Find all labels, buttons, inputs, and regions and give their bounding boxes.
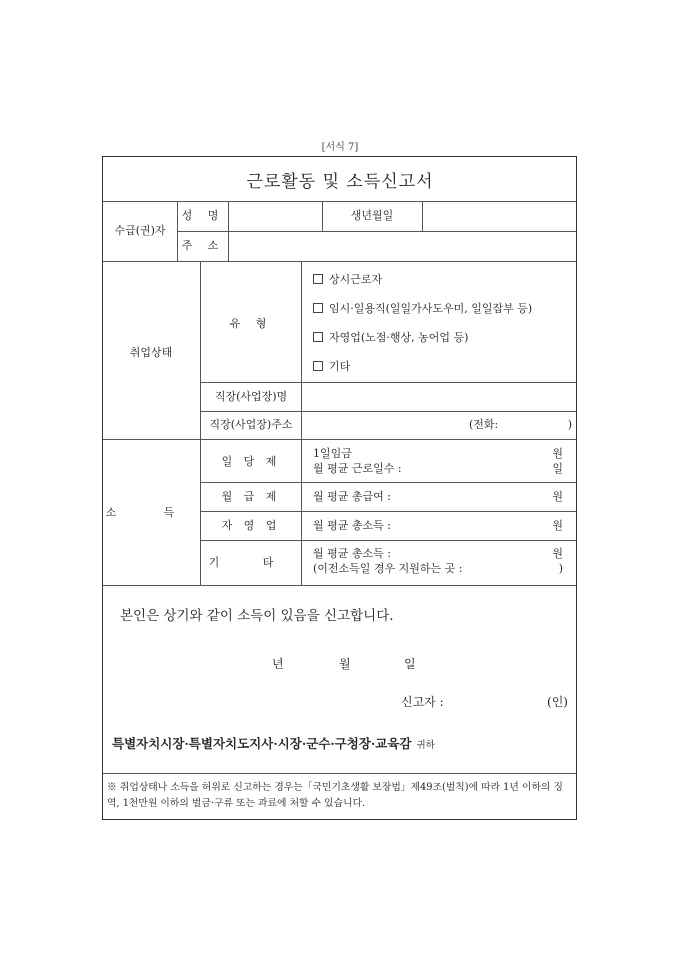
year-label: 년	[272, 657, 284, 671]
declaration-statement: 본인은 상기와 같이 소득이 있음을 신고합니다.	[120, 608, 394, 624]
employment-type-label: 유 형	[229, 317, 273, 330]
checkbox-icon[interactable]	[313, 332, 323, 342]
daily-wage-unit: 원	[552, 447, 563, 460]
divider	[200, 482, 576, 483]
divider	[200, 382, 576, 383]
divider	[177, 231, 576, 232]
form-number-label: [서식 7]	[321, 142, 359, 153]
divider	[103, 261, 576, 262]
form-title: 근로활동 및 소득신고서	[246, 172, 434, 192]
recipient-honorific: 귀하	[416, 740, 435, 751]
option-regular-worker[interactable]: 상시근로자	[313, 273, 382, 287]
checkbox-icon[interactable]	[313, 303, 323, 313]
option-self-employed[interactable]: 자영업(노점·행상, 농어업 등)	[313, 331, 468, 345]
divider	[422, 201, 423, 231]
income-label: 소 득	[105, 506, 197, 519]
divider	[200, 511, 576, 512]
self-employed-label: 자 영 업	[221, 519, 281, 532]
address-label: 주 소	[181, 239, 225, 252]
option-temporary-worker[interactable]: 임시·일용직(일일가사도우미, 일일잡부 등)	[313, 302, 532, 316]
divider	[322, 201, 323, 231]
day-label: 일	[404, 657, 416, 671]
workplace-address-label: 직장(사업장)주소	[209, 418, 293, 431]
seal-label: (인)	[547, 695, 568, 709]
other-income-label: 기 타	[208, 556, 294, 569]
other-income-unit: 원	[552, 547, 563, 560]
divider	[103, 201, 576, 202]
divider	[200, 411, 576, 412]
self-employed-text: 월 평균 총소득 :	[313, 519, 391, 532]
divider	[200, 540, 576, 541]
monthly-salary-unit: 원	[552, 490, 563, 503]
recipient-label: 수급(권)자	[114, 224, 166, 237]
divider	[103, 439, 576, 440]
other-income-text: 월 평균 총소득 :	[313, 547, 391, 560]
option-other[interactable]: 기타	[313, 360, 350, 374]
report-form	[102, 156, 577, 820]
transfer-source-text: (이전소득일 경우 지원하는 곳 :	[313, 562, 463, 575]
checkbox-icon[interactable]	[313, 361, 323, 371]
phone-close: )	[567, 418, 572, 431]
checkbox-icon[interactable]	[313, 274, 323, 284]
month-label: 월	[339, 657, 351, 671]
divider	[228, 201, 229, 261]
monthly-salary-text: 월 평균 총급여 :	[313, 490, 391, 503]
footnote: ※ 취업상태나 소득을 허위로 신고하는 경우는「국민기초생활 보장법」제49조(벌칙)에 따라 1년 이하의 징역, 1천만원 이하의 벌금·구류 또는 과료에 처할 수 있습니다.	[107, 782, 563, 809]
divider	[200, 261, 201, 585]
monthly-salary-label: 월 급 제	[221, 490, 281, 503]
self-employed-unit: 원	[552, 519, 563, 532]
phone-label: (전화:	[469, 418, 499, 431]
work-days-text: 월 평균 근로일수 :	[313, 462, 402, 475]
transfer-source-close: )	[558, 562, 563, 575]
daily-wage-text: 1일임금	[313, 447, 352, 460]
name-label: 성 명	[181, 209, 225, 222]
employment-status-label: 취업상태	[129, 346, 173, 359]
birth-date-label: 생년월일	[350, 209, 394, 222]
work-days-unit: 일	[552, 462, 563, 475]
divider	[103, 585, 576, 586]
divider	[301, 261, 302, 585]
recipient-authority: 특별자치시장·특별자치도지사·시장·군수·구청장·교육감 귀하	[112, 736, 435, 751]
divider	[177, 201, 178, 261]
workplace-name-label: 직장(사업장)명	[214, 390, 288, 403]
daily-wage-label: 일 당 제	[221, 455, 281, 468]
divider	[103, 773, 576, 774]
reporter-label: 신고자 :	[401, 695, 444, 709]
